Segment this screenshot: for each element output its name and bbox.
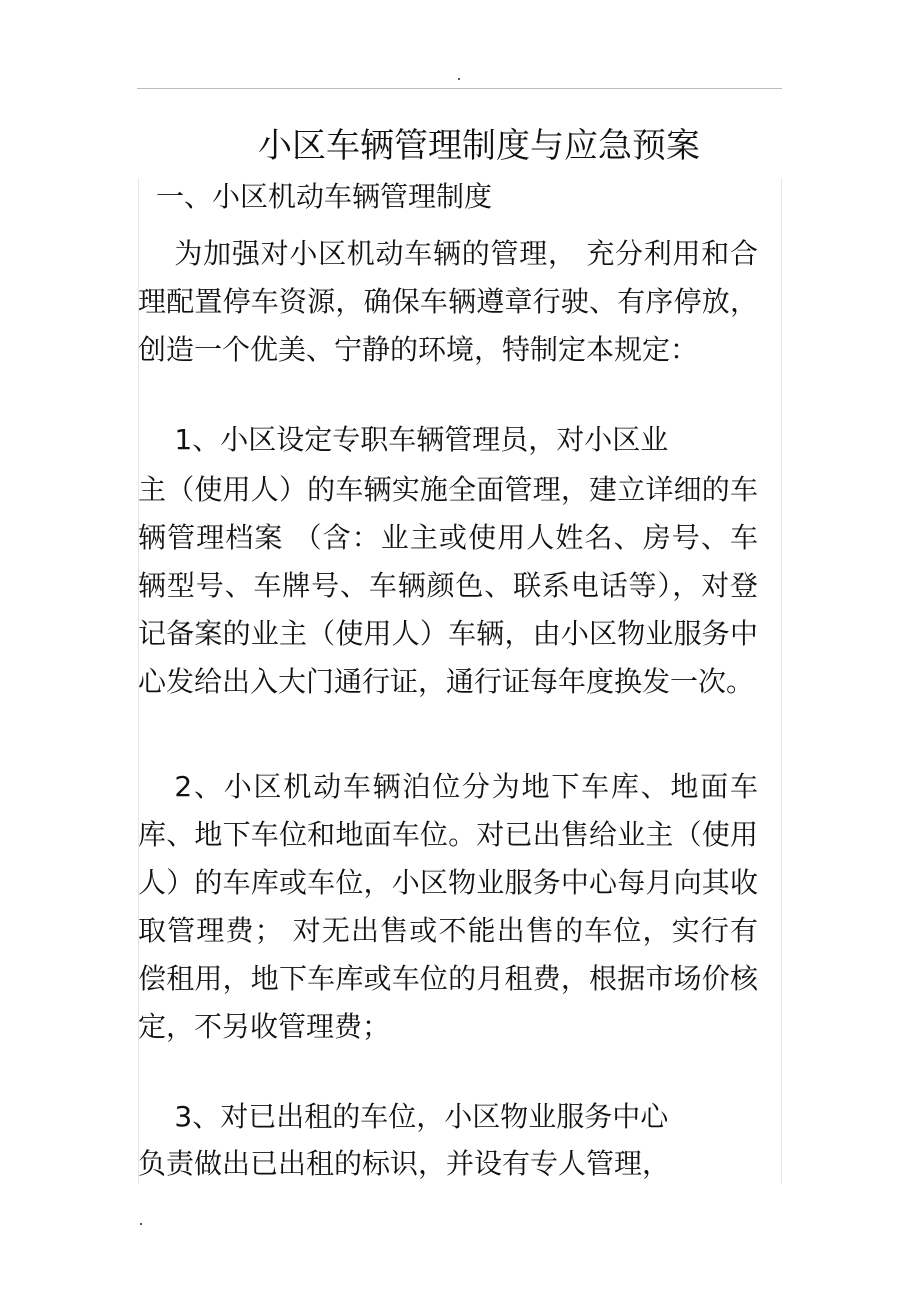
paragraph-item-2: 2、小区机动车辆泊位分为地下车库、地面车库、地下车位和地面车位。对已出售给业主（使用人）的车库或车位，小区物业服务中心每月向其收取管理费； 对无出售或不能出售的车位，实行有偿租用，地下车库或车位的月租费，根据市场价核定，不另收管理费； <box>138 770 758 1043</box>
right-margin-rule <box>781 178 782 1183</box>
paragraph-item-3-body: 负责做出已出租的标识，并设有专人管理， <box>138 1147 671 1180</box>
header-dot <box>458 78 460 80</box>
paragraph-intro: 为加强对小区机动车辆的管理， 充分利用和合理配置停车资源，确保车辆遵章行驶、有序停放，创造一个优美、宁静的环境，特制定本规定： <box>138 237 758 366</box>
document-title: 小区车辆管理制度与应急预案 <box>258 126 700 166</box>
section-heading: 一、小区机动车辆管理制度 <box>156 180 493 213</box>
footer-dot <box>140 1223 142 1225</box>
paragraph-item-3-start: 3、对已出租的车位，小区物业服务中心 <box>174 1100 669 1133</box>
paragraph-item-1-start: 1、小区设定专职车辆管理员，对小区业 <box>174 423 669 456</box>
paragraph-item-1-body: 主（使用人）的车辆实施全面管理，建立详细的车辆管理档案 （含：业主或使用人姓名、房号、车辆型号、车牌号、车辆颜色、联系电话等），对登记备案的业主（使用人）车辆，由小区物业服务中心发给出入大门通行证，通行证每年度换发一次。 <box>138 473 758 698</box>
header-rule <box>137 88 782 89</box>
